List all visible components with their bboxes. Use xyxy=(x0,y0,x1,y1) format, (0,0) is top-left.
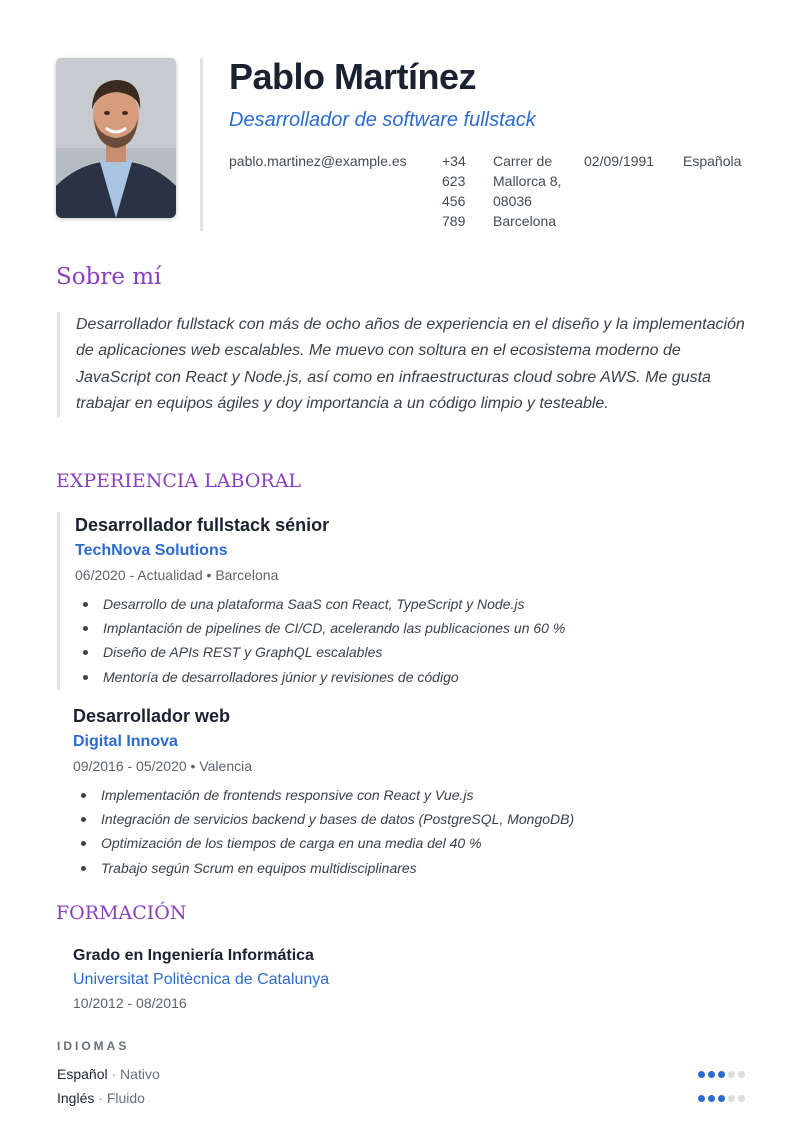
job-bullet: Desarrollo de una plataforma SaaS con React, TypeScript y Node.js xyxy=(75,592,757,616)
profile-photo xyxy=(56,58,176,218)
rating-dot-filled xyxy=(708,1071,715,1078)
rating-dot-filled xyxy=(708,1095,715,1102)
rating-dot-filled xyxy=(698,1071,705,1078)
language-separator: · xyxy=(111,1066,117,1082)
languages-heading: IDIOMAS xyxy=(57,1039,130,1053)
job-meta: 06/2020 - Actualidad • Barcelona xyxy=(75,567,279,583)
header-divider xyxy=(200,58,203,231)
job-bullet: Integración de servicios backend y bases de datos (PostgreSQL, MongoDB) xyxy=(73,807,763,831)
rating-dot-filled xyxy=(698,1095,705,1102)
about-text: Desarrollador fullstack con más de ocho años de experiencia en el diseño y la implementación de aplicaciones web escalables. Me muevo con soltura en el ecosistema moderno de JavaScript con React y Node.js, así como en infraestructuras cloud sobre AWS. Me gusta trabajar en equipos ágiles y doy importancia a un código limpio y testeable. xyxy=(57,312,747,417)
education-degree: Grado en Ingeniería Informática xyxy=(73,947,314,964)
rating-dot-filled xyxy=(718,1095,725,1102)
job-company: Digital Innova xyxy=(73,733,178,750)
language-name: Español xyxy=(57,1066,108,1082)
language-separator: · xyxy=(98,1090,103,1106)
job-bullet: Diseño de APIs REST y GraphQL escalables xyxy=(75,640,757,664)
language-name: Inglés xyxy=(57,1090,95,1106)
rating-dot-empty xyxy=(728,1071,735,1078)
person-name: Pablo Martínez xyxy=(229,56,477,97)
education-entry xyxy=(73,944,329,1014)
rating-dot-filled xyxy=(718,1071,725,1078)
education-school: Universitat Politècnica de Catalunya xyxy=(73,971,330,988)
job-bullet: Mentoría de desarrolladores júnior y revisiones de código xyxy=(75,665,757,689)
job-bullet: Implantación de pipelines de CI/CD, acelerando las publicaciones un 60 % xyxy=(75,616,757,640)
rating-dot-empty xyxy=(738,1071,745,1078)
education-dates: 10/2012 - 08/2016 xyxy=(73,995,187,1011)
job-bullet: Trabajo según Scrum en equipos multidisciplinares xyxy=(73,856,763,880)
job-bullet: Optimización de los tiempos de carga en una media del 40 % xyxy=(73,831,763,855)
language-rating xyxy=(698,1095,745,1102)
job-entry xyxy=(73,703,763,880)
contact-email[interactable]: pablo.martinez@example.es xyxy=(229,153,407,169)
job-entry xyxy=(57,512,757,690)
job-bullets xyxy=(75,592,757,689)
education-heading: FORMACIÓN xyxy=(56,902,187,924)
contact-address: Carrer de Mallorca 8, 08036 Barcelona xyxy=(493,153,562,229)
rating-dot-empty xyxy=(728,1095,735,1102)
job-company: TechNova Solutions xyxy=(75,542,228,559)
job-meta: 09/2016 - 05/2020 • Valencia xyxy=(73,758,252,774)
job-role: Desarrollador web xyxy=(73,706,231,726)
language-level: Fluido xyxy=(106,1090,145,1106)
job-role: Desarrollador fullstack sénior xyxy=(75,515,330,535)
rating-dot-empty xyxy=(738,1095,745,1102)
contact-nationality: Española xyxy=(683,153,742,169)
person-title: Desarrollador de software fullstack xyxy=(229,109,536,131)
language-item xyxy=(57,1090,745,1110)
contact-phone[interactable]: +34 623 456 789 xyxy=(442,153,466,229)
job-bullet: Implementación de frontends responsive con React y Vue.js xyxy=(73,783,763,807)
language-rating xyxy=(698,1071,745,1078)
contact-birthdate: 02/09/1991 xyxy=(584,153,655,169)
job-bullets xyxy=(73,783,763,880)
language-item xyxy=(57,1066,745,1086)
experience-heading: EXPERIENCIA LABORAL xyxy=(56,470,302,492)
about-heading: Sobre mí xyxy=(56,264,162,290)
language-level: Nativo xyxy=(120,1066,160,1082)
